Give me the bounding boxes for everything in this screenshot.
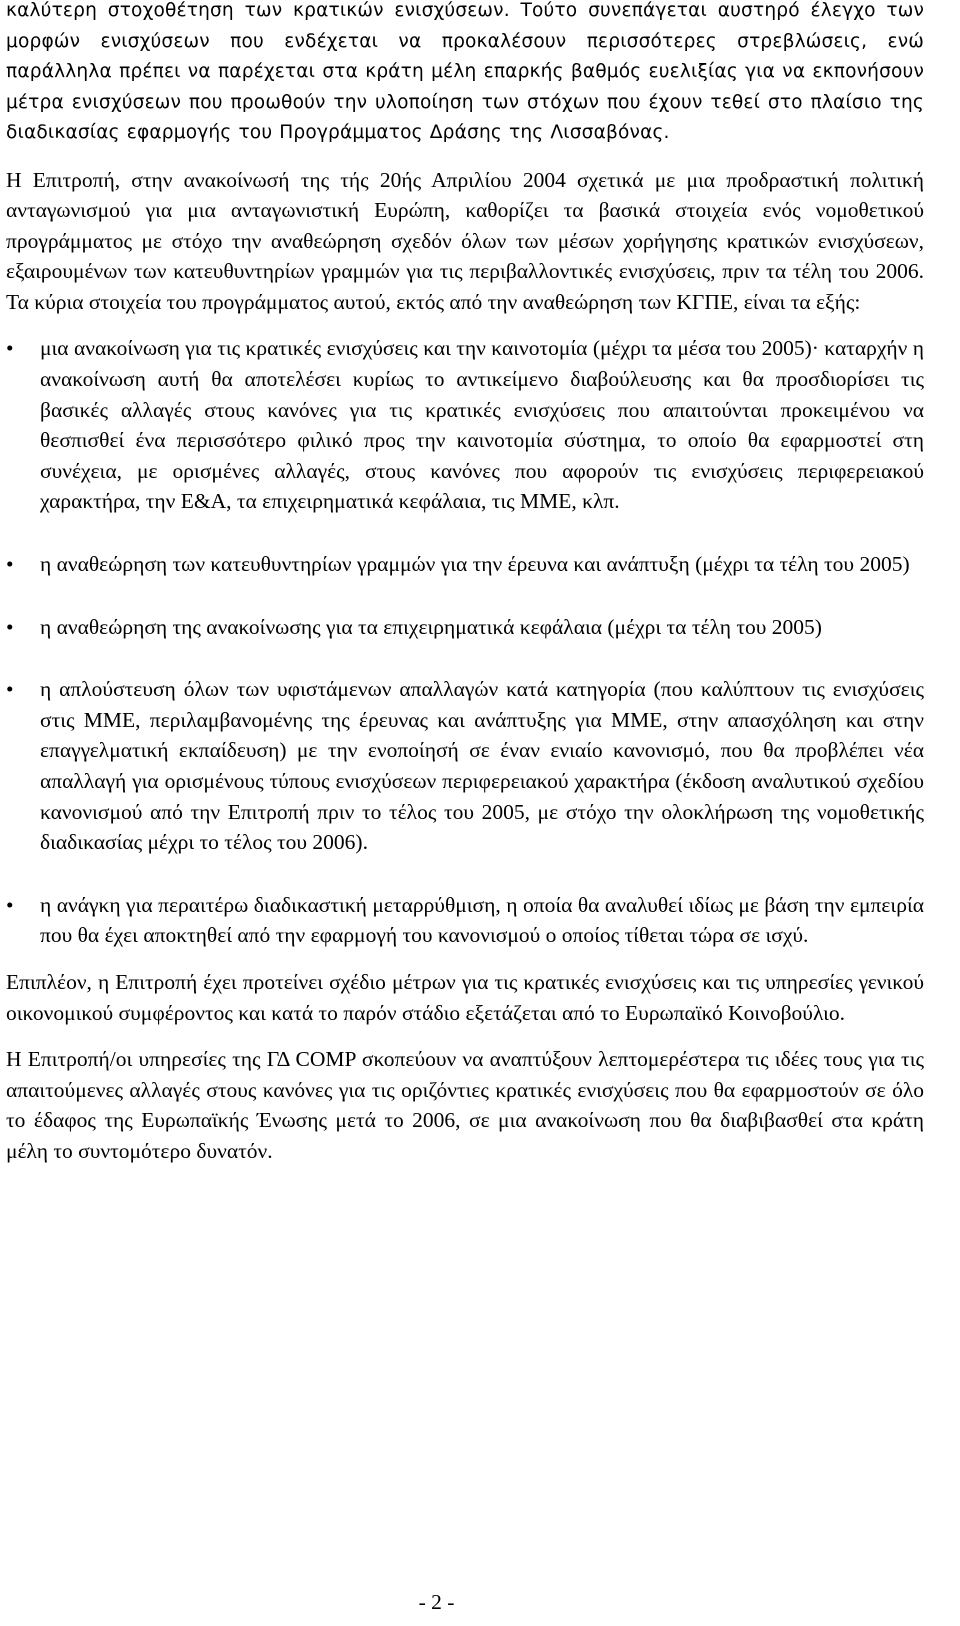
page-number: - 2 - xyxy=(418,1590,455,1614)
list-item xyxy=(6,890,924,951)
bullet-icon: • xyxy=(6,614,14,639)
list-item-text: μια ανακοίνωση για τις κρατικές ενισχύσεις και την καινοτομία (μέχρι τα μέσα του 2005)· καταρχήν η ανακοίνωση αυτή θα αποτελέσει κυρίως το αντικείμενο διαβούλευσης και θα προσδιορίσει τις βασικές αλλαγές στους κανόνες για τις κρατικές ενισχύσεις που απαιτούνται προκειμένου να θεσπισθεί ένα περισσότερο φιλικό προς την καινοτομία σύστημα, το οποίο θα εφαρμοστεί στη συνέχεια, με ορισμένες αλλαγές, στους κανόνες που αφορούν τις ενισχύσεις περιφερειακού χαρακτήρα, την Ε&Α, τα επιχειρηματικά κεφάλαια, τις ΜΜΕ, κλπ. xyxy=(40,336,924,514)
program-elements-list xyxy=(6,333,924,951)
list-item-text: η αναθεώρηση των κατευθυντηρίων γραμμών για την έρευνα και ανάπτυξη (μέχρι τα τέλη του 2005) xyxy=(40,552,910,577)
commission-paragraph: Η Επιτροπή, στην ανακοίνωσή της τής 20ής Απριλίου 2004 σχετικά με μια προδραστική πολιτική ανταγωνισμού για μια ανταγωνιστική Ευρώπη, καθορίζει τα βασικά στοιχεία ενός νομοθετικού προγράμματος με στόχο την αναθεώρηση σχεδόν όλων των μέσων χορήγησης κρατικών ενισχύσεων, εξαιρουμένων των κατευθυντηρίων γραμμών για τις περιβαλλοντικές ενισχύσεις, πριν τα τέλη του 2006. Τα κύρια στοιχεία του προγράμματος αυτού, εκτός από την αναθεώρηση των ΚΓΠΕ, είναι τα εξής: xyxy=(6,167,924,314)
list-item-text: η ανάγκη για περαιτέρω διαδικαστική μεταρρύθμιση, η οποία θα αναλυθεί ιδίως με βάση την εμπειρία που θα έχει αποκτηθεί από την εφαρμογή του κανονισμού ο οποίος τίθεται τώρα σε ισχύ. xyxy=(40,892,924,948)
list-item-text: η απλούστευση όλων των υφιστάμενων απαλλαγών κατά κατηγορία (που καλύπτουν τις ενισχύσεις στις ΜΜΕ, περιλαμβανομένης της έρευνας και ανάπτυξης για ΜΜΕ, στην απασχόληση και στην επαγγελματική εκπαίδευση) με την ενοποίησή σε έναν ενιαίο κανονισμό, που θα προβλέπει νέα απαλλαγή για ορισμένους τύπους ενισχύσεων περιφερειακού χαρακτήρα (έκδοση αναλυτικού σχεδίου κανονισμού από την Επιτροπή πριν το τέλος του 2005, με στόχο την ολοκλήρωση της νομοθετικής διαδικασίας μέχρι το τέλος του 2006). xyxy=(40,677,924,855)
bullet-icon: • xyxy=(6,892,14,917)
list-item xyxy=(6,333,924,517)
bullet-icon: • xyxy=(6,552,14,577)
additional-measures-paragraph: Επιπλέον, η Επιτροπή έχει προτείνει σχέδιο μέτρων για τις κρατικές ενισχύσεις και τις υπηρεσίες γενικού οικονομικού συμφέροντος και κατά το παρόν στάδιο εξετάζεται από το Ευρωπαϊκό Κοινοβούλιο. xyxy=(6,969,924,1025)
list-item xyxy=(6,612,924,643)
intro-paragraph: καλύτερη στοχοθέτηση των κρατικών ενισχύσεων. Τούτο συνεπάγεται αυστηρό έλεγχο των μορφών ενισχύσεων που ενδέχεται να προκαλέσουν περισσότερες στρεβλώσεις, ενώ παράλληλα πρέπει να παρέχεται στα κράτη μέλη επαρκής βαθμός ευελιξίας για να εκπονήσουν μέτρα ενισχύσεων που προωθούν την υλοποίηση των στόχων που έχουν τεθεί στο πλαίσιο της διαδικασίας εφαρμογής του Προγράμματος Δράσης της Λισσαβόνας. xyxy=(6,0,924,143)
bullet-icon: • xyxy=(6,336,14,361)
list-item-text: η αναθεώρηση της ανακοίνωσης για τα επιχειρηματικά κεφάλαια (μέχρι τα τέλη του 2005) xyxy=(40,614,822,639)
list-item xyxy=(6,549,924,580)
list-item xyxy=(6,674,924,858)
services-paragraph: Η Επιτροπή/οι υπηρεσίες της ΓΔ COMP σκοπεύουν να αναπτύξουν λεπτομερέστερα τις ιδέες τους για τις απαιτούμενες αλλαγές στους κανόνες για τις οριζόντιες κρατικές ενισχύσεις που θα εφαρμοστούν σε όλο το έδαφος της Ευρωπαϊκής Ένωσης μετά το 2006, σε μια ανακοίνωση που θα διαβιβασθεί στα κράτη μέλη το συντομότερο δυνατόν. xyxy=(6,1047,924,1163)
bullet-icon: • xyxy=(6,677,14,702)
document-page xyxy=(6,0,924,1167)
